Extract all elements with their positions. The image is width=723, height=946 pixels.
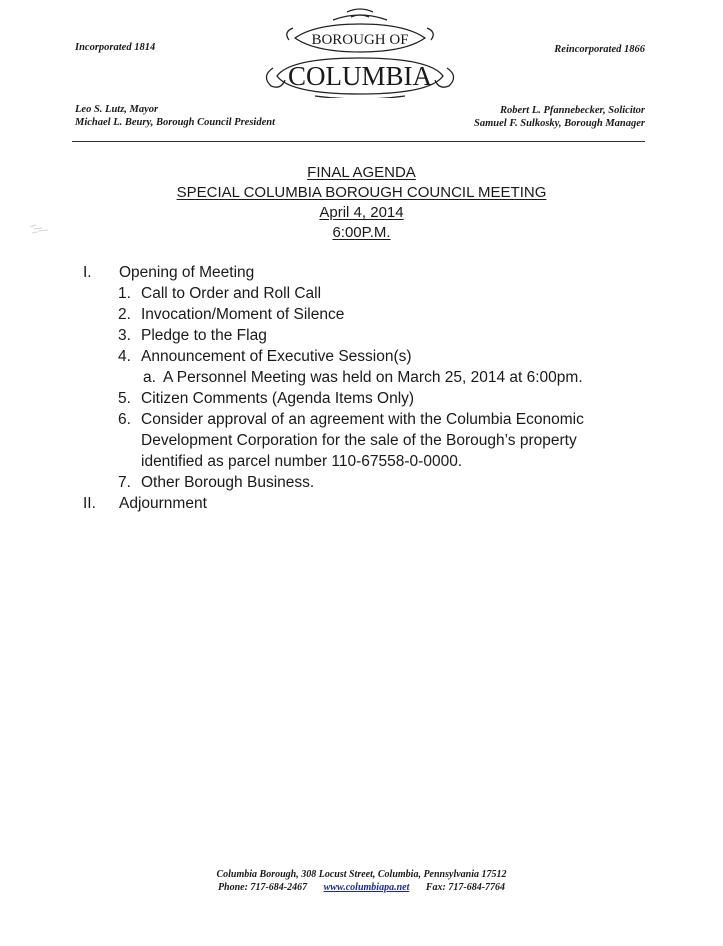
item-number: 2. xyxy=(118,306,131,323)
footer-address: Columbia Borough, 308 Locust Street, Columbia, Pennsylvania 17512 xyxy=(216,869,507,880)
item-number: 7. xyxy=(118,474,131,491)
logo-top-text: BOROUGH OF xyxy=(311,32,409,48)
item-text: Citizen Comments (Agenda Items Only) xyxy=(141,390,415,407)
item-text: Call to Order and Roll Call xyxy=(141,285,322,302)
item-text: Other Borough Business. xyxy=(141,474,315,491)
manager-text: Samuel F. Sulkosky, Borough Manager xyxy=(474,118,645,129)
item-text: Announcement of Executive Session(s) xyxy=(141,348,412,365)
sub-item-text: A Personnel Meeting was held on March 25, 2014 at 6:00pm. xyxy=(163,369,583,386)
item-number: 5. xyxy=(118,390,131,407)
website-link[interactable]: www.columbiapa.net xyxy=(323,882,410,893)
footer-phone: Phone: 717-684-2467 xyxy=(217,882,308,893)
item-text: Consider approval of an agreement with the Columbia Economic xyxy=(141,411,584,428)
reincorporated-text: Reincorporated 1866 xyxy=(554,44,645,55)
item-number: 4. xyxy=(118,348,131,365)
item-number: 6. xyxy=(118,411,131,428)
footer xyxy=(0,868,723,894)
agenda-title-block xyxy=(0,163,723,243)
meeting-time: 6:00P.M. xyxy=(332,224,391,241)
council-president-text: Michael L. Beury, Borough Council President xyxy=(75,117,276,128)
solicitor-text: Robert L. Pfannebecker, Solicitor xyxy=(500,105,645,116)
borough-logo xyxy=(255,6,465,98)
item-text: identified as parcel number 110-67558-0-0000. xyxy=(141,453,463,470)
item-number: 3. xyxy=(118,327,131,344)
mayor-text: Leo S. Lutz, Mayor xyxy=(75,104,159,115)
item-text: Development Corporation for the sale of the Borough’s property xyxy=(141,432,577,449)
incorporated-text: Incorporated 1814 xyxy=(75,42,156,53)
item-text: Pledge to the Flag xyxy=(141,327,267,344)
footer-contact xyxy=(0,881,723,894)
section-numeral: II. xyxy=(83,495,96,512)
section-numeral: I. xyxy=(83,264,92,281)
header-divider xyxy=(72,141,645,142)
officials-right xyxy=(474,104,645,130)
title-final-agenda: FINAL AGENDA xyxy=(307,164,416,181)
sub-item-letter: a. xyxy=(143,369,156,386)
logo-main-text: COLUMBIA xyxy=(287,61,433,91)
meeting-date: April 4, 2014 xyxy=(319,204,404,221)
item-text: Invocation/Moment of Silence xyxy=(141,306,345,323)
item-number: 1. xyxy=(118,285,131,302)
title-meeting: SPECIAL COLUMBIA BOROUGH COUNCIL MEETING xyxy=(176,184,547,201)
section-title: Adjournment xyxy=(119,495,207,512)
footer-fax: Fax: 717-684-7764 xyxy=(425,882,506,893)
officials-left xyxy=(75,103,275,129)
section-title: Opening of Meeting xyxy=(119,264,255,281)
